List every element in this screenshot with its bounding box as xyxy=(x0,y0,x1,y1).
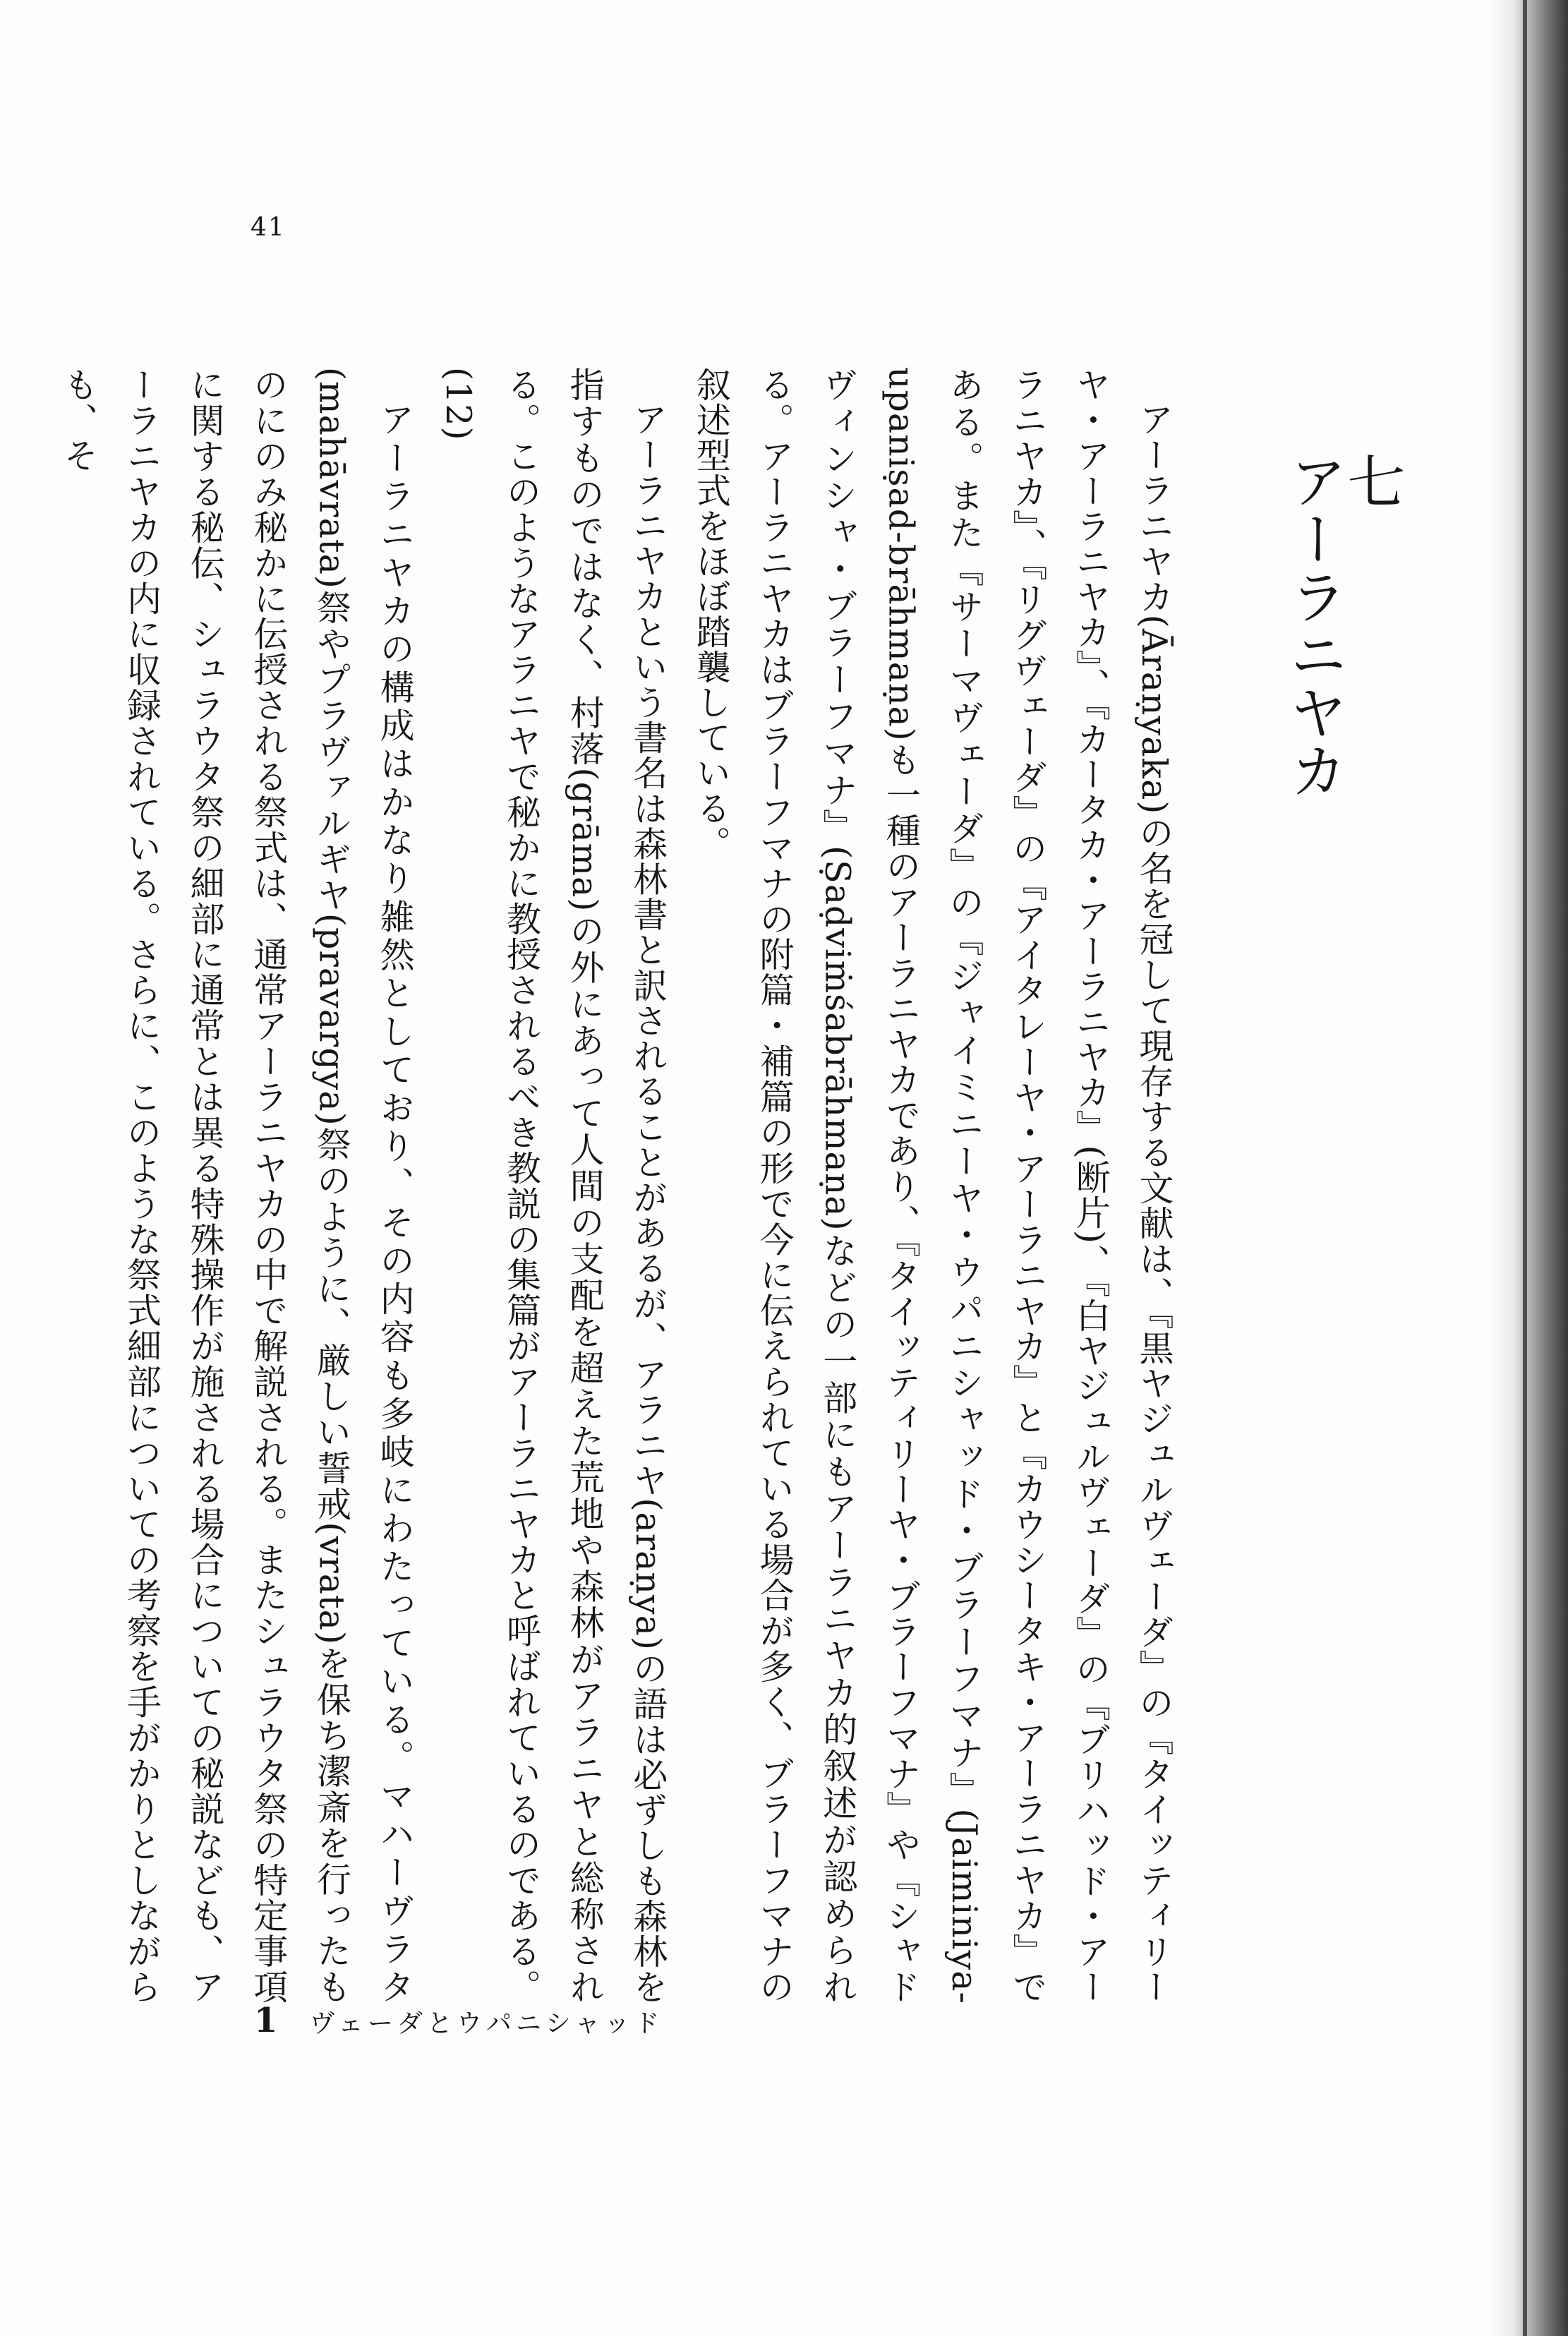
page-number: 41 xyxy=(251,213,286,242)
paragraph: アーラニヤカという書名は森林書と訳されることがあるが、アラニヤ(araṇya)の語は必ずしも森林を指すものではなく、村落(grāma)の外にあって人間の支配を超えた荒地や森林がアラニヤと総称される。このようなアラニヤで秘かに教授されるべき教説の集篇がアーラニヤカと呼ばれているのである。(12) xyxy=(438,367,668,2004)
paragraph: アーラニヤカの構成はかなり雑然としており、その内容も多岐にわたっている。マハーヴラタ(mahāvrata)祭やプラヴァルギヤ(pravargya)祭のように、厳しい誓戒(vrata)を保ち潔斎を行ったものにのみ秘かに伝授される祭式は、通常アーラニヤカの中で解説される。またシュラウタ祭の特定事項に関する秘伝、シュラウタ祭の細部に通常とは異る特殊操作が施される場合についての秘説なども、アーラニヤカの内に収録されている。さらに、このような祭式細部についての考察を手がかりとしながらも、そ xyxy=(58,367,416,2004)
paragraph: アーラニヤカ(Āraṇyaka)の名を冠して現存する文献は、『黒ヤジュルヴェーダ』の『タイッティリーヤ・アーラニヤカ』、『カータカ・アーラニヤカ』(断片)、『白ヤジュルヴェーダ』の『ブリハッド・アーラニヤカ』、『リグヴェーダ』の『アイタレーヤ・アーラニヤカ』と『カウシータキ・アーラニヤカ』である。また『サーマヴェーダ』の『ジャイミニーヤ・ウパニシャッド・ブラーフマナ』(Jaiminiya-upaniṣad-brāhmaṇa)も一種のアーラニヤカであり、『タイッティリーヤ・ブラーフマナ』や『シャドヴィンシャ・ブラーフマナ』(Ṣaḍviṁśabrāhmaṇa)などの一部にもアーラニヤカ的叙述が認められる。アーラニヤカはブラーフマナの附篇・補篇の形で今に伝えられている場合が多く、ブラーフマナの叙述型式をほぼ踏襲している。 xyxy=(691,367,1174,2004)
footer-chapter-title: ヴェーダとウパニシャッド xyxy=(309,2009,664,2038)
running-footer xyxy=(254,2001,663,2040)
scan-edge-line xyxy=(1523,0,1527,2336)
footer-chapter-number: 1 xyxy=(254,2001,278,2040)
scan-page-edge xyxy=(1490,0,1568,2336)
section-number: 七 xyxy=(1338,452,1405,510)
section-heading xyxy=(1280,452,1405,799)
section-title: アーラニヤカ xyxy=(1280,452,1347,799)
body-text xyxy=(58,367,1186,2004)
